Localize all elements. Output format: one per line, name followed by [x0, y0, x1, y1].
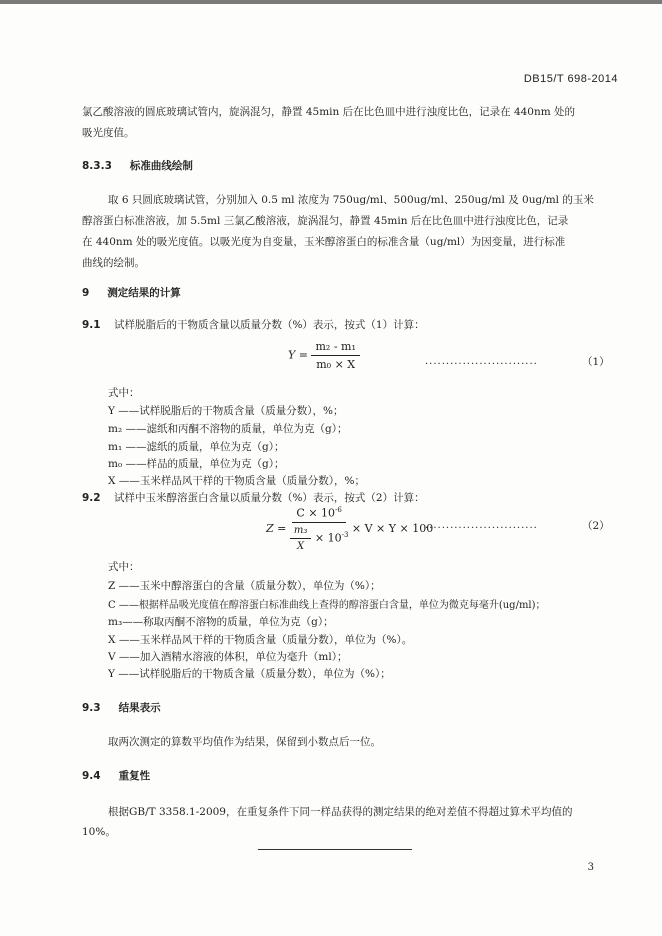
paragraph-line: 曲线的绘制。 [82, 257, 145, 269]
definition-line: m₂ ——滤纸和丙酮不溶物的质量，单位为克（g）； [108, 423, 348, 435]
section-text: 试样中玉米醇溶蛋白含量以质量分数（%）表示，按式（2）计算： [113, 492, 425, 504]
section-9-4-line-2: 10%。 [82, 826, 116, 838]
section-9-4-line-1: 根据GB/T 3358.1-2009，在重复条件下同一样品获得的测定结果的绝对差值不得超过算术平均值的 [108, 806, 573, 818]
paragraph-line: 在 440nm 处的吸光度值。以吸光度为自变量，玉米醇溶蛋白的标准含量（ug/ml）为因变量，进行标准 [82, 236, 566, 248]
where-label: 式中： [108, 561, 140, 573]
inner-fraction: $\frac{\text{m₃}}{X}$ [290, 525, 312, 552]
section-title: 重复性 [118, 770, 151, 782]
leader-dots: ........................... [425, 356, 538, 367]
formula-fraction [311, 340, 359, 371]
intro-line-2: 吸光度值。 [82, 127, 135, 139]
definition-line: m₁ ——滤纸的质量，单位为克（g）； [108, 441, 285, 453]
section-title: 测定结果的计算 [107, 287, 181, 299]
section-9-4-heading [82, 768, 150, 783]
formula-1 [288, 340, 360, 371]
section-title: 结果表示 [118, 702, 161, 714]
section-title: 标准曲线绘制 [129, 160, 193, 172]
definition-line: V ——加入酒精水溶液的体积，单位为毫升（ml）； [108, 651, 348, 663]
end-rule [258, 849, 412, 850]
formula-fraction [290, 506, 349, 552]
definition-line: C ——根据样品吸光度值在醇溶蛋白标准曲线上查得的醇溶蛋白含量，单位为微克每毫升(ug/ml)； [108, 600, 546, 611]
section-9-heading [82, 285, 181, 300]
formula-rhs: × V × Y × 100 [351, 521, 434, 535]
section-number: 9 [82, 287, 90, 299]
section-number: 9.3 [82, 702, 101, 714]
formula-2 [266, 506, 433, 552]
formula-denominator: m₀ × X [316, 358, 356, 371]
section-text: 试样脱脂后的干物质含量以质量分数（%）表示，按式（1）计算： [113, 319, 425, 331]
formula-lhs: Z = [266, 521, 287, 535]
definition-line: Y ——试样脱脂后的干物质含量（质量分数），%； [108, 405, 344, 417]
formula-lhs: Y = [288, 348, 308, 362]
section-number: 8.3.3 [82, 160, 112, 172]
section-9-1-text [82, 317, 425, 332]
standard-code: DB15/T 698-2014 [523, 73, 618, 85]
section-number: 9.4 [82, 770, 101, 782]
definition-line: Y ——试样脱脂后的干物质含量（质量分数），单位为（%）； [108, 668, 391, 680]
paragraph-line: 取 6 只圆底玻璃试管，分别加入 0.5 ml 浓度为 750ug/ml、500ug/ml、250ug/ml 及 0ug/ml 的玉米 [108, 194, 594, 206]
section-9-3-text: 取两次测定的算数平均值作为结果，保留到小数点后一位。 [108, 736, 381, 748]
formula-numerator: $C \times 10^{-6}$ [292, 506, 345, 523]
definition-line: X ——玉米样品风干样的干物质含量（质量分数），单位为（%）。 [108, 634, 413, 646]
page-number: 3 [587, 862, 594, 873]
section-8-3-3-heading [82, 158, 193, 173]
formula-denominator: $\frac{\text{m₃}}{X}$ × $10^{-3}$ [290, 523, 349, 552]
leader-dots: ........................... [425, 520, 538, 531]
paragraph-line: 醇溶蛋白标准溶液，加 5.5ml 三氯乙酸溶液，旋涡混匀，静置 45min 后在比色皿中进行浊度比色，记录 [82, 215, 569, 227]
section-9-3-heading [82, 700, 161, 715]
definition-line: m₃——称取丙酮不溶物的质量，单位为克（g）； [108, 616, 334, 628]
where-label: 式中： [108, 387, 140, 399]
definition-line: Z ——玉米中醇溶蛋白的含量（质量分数），单位为（%）； [108, 580, 381, 592]
section-9-2-text [82, 490, 425, 505]
section-number: 9.2 [82, 492, 101, 504]
section-number: 9.1 [82, 319, 101, 331]
intro-line-1: 氯乙酸溶液的圆底玻璃试管内，旋涡混匀，静置 45min 后在比色皿中进行浊度比色，记录在 440nm 处的 [82, 106, 576, 118]
equation-number-2: （2） [582, 520, 610, 532]
top-border [0, 0, 662, 4]
formula-numerator: m₂ - m₁ [311, 340, 359, 356]
equation-number-1: （1） [582, 356, 610, 368]
definition-line: m₀ ——样品的质量，单位为克（g）； [108, 458, 285, 470]
definition-line: X ——玉米样品风干样的干物质含量（质量分数），%； [108, 475, 366, 487]
